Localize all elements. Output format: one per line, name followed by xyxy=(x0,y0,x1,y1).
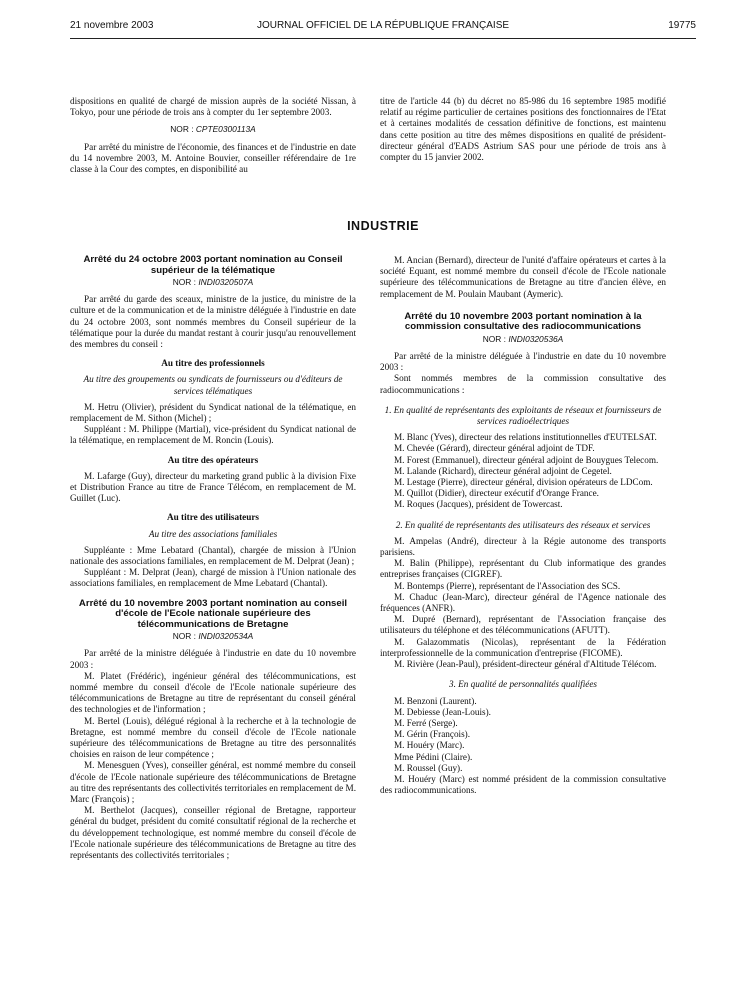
paragraph: M. Platet (Frédéric), ingénieur général des télécommunications, est nommé membre du conseil d'école de l'Ecole nationale supérieure des télécommunications de Bretagne au titre de représentant du conseil général des technologies et de l'information ; xyxy=(70,670,356,715)
nor-label: NOR : xyxy=(482,333,506,344)
paragraph: Par arrêté du ministre de l'économie, des finances et de l'industrie en date du 14 novembre 2003, M. Antoine Bouvier, conseiller référendaire de 1re classe à la Cour des comptes, en disponibilité au xyxy=(70,141,356,175)
member-entry: M. Rivière (Jean-Paul), président-directeur général d'Altitude Télécom. xyxy=(394,659,657,670)
member-list-qualified xyxy=(380,696,666,797)
member-entry: Mme Pédini (Claire). xyxy=(394,751,473,762)
member-entry: M. Benzoni (Laurent). xyxy=(394,695,477,706)
member-entry: M. Chaduc (Jean-Marc), directeur général de l'Agence nationale des fréquences (ANFR). xyxy=(380,591,666,614)
paragraph: Suppléant : M. Delprat (Jean), chargé de mission à l'Union nationale des associations familiales, en remplacement de Mme Lebatard (Chantal). xyxy=(70,567,356,589)
paragraph: titre de l'article 44 (b) du décret no 85-986 du 16 septembre 1985 modifié relatif au régime particulier de certaines positions des fonctionnaires de l'Etat et à certaines modalités de cessation définitive de fonctions, est maintenu dans cette position au titre des mêmes dispositions en qualité de président-directeur général d'EADS Astrium SAS pour une période de trois ans à compter du 15 janvier 2002. xyxy=(380,96,666,163)
member-entry: M. Houéry (Marc) est nommé président de la commission consultative des radiocommunications. xyxy=(380,773,666,796)
decree-title: Arrêté du 10 novembre 2003 portant nomination à la commission consultative des radiocommunications xyxy=(404,310,642,333)
paragraph: Par arrêté de la ministre déléguée à l'industrie en date du 10 novembre 2003 : xyxy=(380,351,666,373)
paragraph: Sont nommés membres de la commission consultative des radiocommunications : xyxy=(380,373,666,395)
member-entry: M. Ampelas (André), directeur à la Régie autonome des transports parisiens. xyxy=(380,535,666,558)
section-title: INDUSTRIE xyxy=(347,219,419,233)
nor-code: INDI0320507A xyxy=(198,277,254,287)
group-heading: 3. En qualité de personnalités qualifiées xyxy=(448,679,597,690)
nor-label: NOR : xyxy=(170,124,194,135)
header-journal-title: JOURNAL OFFICIEL DE LA RÉPUBLIQUE FRANÇAISE xyxy=(256,20,510,31)
decree-title: Arrêté du 10 novembre 2003 portant nomination au conseil d'école de l'Ecole nationale supérieure des télécommunications de Bretagne xyxy=(78,597,348,630)
member-list-users xyxy=(380,536,666,670)
member-entry: M. Houéry (Marc). xyxy=(394,740,465,751)
paragraph: M. Berthelot (Jacques), conseiller régional de Bretagne, rapporteur général du budget, président du comité consultatif régional de la recherche et du développement technologique, est nommé membre du conseil d'école de l'Ecole nationale supérieure des télécommunications de Bretagne au titre des représentants des collectivités territoriales ; xyxy=(70,805,356,861)
member-list-operators xyxy=(380,432,666,510)
header-rule xyxy=(70,38,696,39)
paragraph: Suppléant : M. Philippe (Martial), vice-président du Syndicat national de la télématique, en remplacement de M. Roncin (Louis). xyxy=(70,424,356,446)
subsection-subheading: Au titre des associations familiales xyxy=(148,528,278,539)
member-entry: M. Quillot (Didier), directeur exécutif d'Orange France. xyxy=(394,488,599,499)
nor-code: INDI0320536A xyxy=(508,333,564,344)
member-entry: M. Ferré (Serge). xyxy=(394,717,458,728)
header-page-number: 19775 xyxy=(668,20,696,31)
member-entry: M. Balin (Philippe), représentant du Club informatique des grandes entreprises françaises (CIGREF). xyxy=(380,558,666,580)
member-entry: M. Galazommatis (Nicolas), représentant de la Fédération interprofessionnelle de la communication d'entreprise (FICOME). xyxy=(380,636,666,658)
paragraph: M. Hetru (Olivier), président du Syndicat national de la télématique, en remplacement de M. Sithon (Michel) ; xyxy=(70,401,356,424)
member-entry: M. Debiesse (Jean-Louis). xyxy=(394,706,491,717)
member-entry: M. Forest (Emmanuel), directeur général adjoint de Bouygues Telecom. xyxy=(394,454,659,465)
nor-reference xyxy=(70,124,356,135)
member-entry: M. Dupré (Bernard), représentant de l'Association française des utilisateurs du téléphone et des télécommunications (AFUTT). xyxy=(380,614,666,636)
member-entry: M. Lestage (Pierre), directeur général, division opérateurs de LDCom. xyxy=(394,477,653,488)
subsection-heading: Au titre des opérateurs xyxy=(167,454,259,465)
top-right-column xyxy=(380,96,666,163)
subsection-heading: Au titre des professionnels xyxy=(161,358,265,369)
nor-reference xyxy=(70,277,356,288)
subsection-heading: Au titre des utilisateurs xyxy=(167,512,259,523)
paragraph: M. Bertel (Louis), délégué régional à la recherche et à la technologie de Bretagne, est nommé membre du conseil d'école de l'Ecole nationale supérieure des télécommunications de Bretagne au titre des personnalités choisies en raison de leur compétence ; xyxy=(70,715,356,760)
left-column xyxy=(70,255,356,861)
member-entry: M. Blanc (Yves), directeur des relations institutionnelles d'EUTELSAT. xyxy=(394,432,657,443)
paragraph: dispositions en qualité de chargé de mission auprès de la société Nissan, à Tokyo, pour une période de trois ans à compter du 1er septembre 2003. xyxy=(70,96,356,118)
paragraph: M. Ancian (Bernard), directeur de l'unité d'affaire opérateurs et cartes à la société Equant, est nommé membre du conseil d'école de l'Ecole nationale supérieure des télécommunications de Bretagne au titre d'ancien élève, en remplacement de M. Poulain Maubant (Aymeric). xyxy=(380,255,666,299)
paragraph: Suppléante : Mme Lebatard (Chantal), chargée de mission à l'Union nationale des associations familiales, en remplacement de M. Delprat (Jean) ; xyxy=(70,544,356,567)
nor-reference xyxy=(70,631,356,642)
member-entry: M. Roques (Jacques), président de Towercast. xyxy=(394,499,563,510)
decree-title: Arrêté du 24 octobre 2003 portant nomination au Conseil supérieur de la télématique xyxy=(83,254,343,276)
header-date: 21 novembre 2003 xyxy=(70,20,154,31)
paragraph: M. Lafarge (Guy), directeur du marketing grand public à la division Fixe et Distribution France au titre de France Télécom, en remplacement de M. Guillet (Luc). xyxy=(70,470,356,504)
paragraph: Par arrêté de la ministre déléguée à l'industrie en date du 10 novembre 2003 : xyxy=(70,648,356,670)
group-heading: 2. En qualité de représentants des utilisateurs des réseaux et services xyxy=(395,519,651,530)
member-entry: M. Bontemps (Pierre), représentant de l'Association des SCS. xyxy=(394,580,621,591)
paragraph: M. Menesguen (Yves), conseiller général, est nommé membre du conseil d'école de l'Ecole nationale supérieure des télécommunications de Bretagne au titre des représentants des collectivités territoriales en remplacement de M. Marc (François) ; xyxy=(70,760,356,805)
nor-label: NOR : xyxy=(172,631,196,642)
member-entry: M. Roussel (Guy). xyxy=(394,762,463,773)
nor-reference xyxy=(380,334,666,345)
group-heading: 1. En qualité de représentants des exploitants de réseaux et fournisseurs de services radioélectriques xyxy=(384,404,662,427)
nor-code: CPTE0300113A xyxy=(195,124,256,135)
subsection-subheading: Au titre des groupements ou syndicats de fournisseurs ou d'éditeurs de services télématiques xyxy=(83,374,343,396)
member-entry: M. Lalande (Richard), directeur général adjoint de Cegetel. xyxy=(394,465,612,476)
nor-label: NOR : xyxy=(172,277,196,287)
member-entry: M. Gérin (François). xyxy=(394,729,471,740)
top-left-column xyxy=(70,96,356,175)
member-entry: M. Chevée (Gérard), directeur général adjoint de TDF. xyxy=(394,443,595,454)
nor-code: INDI0320534A xyxy=(198,631,254,642)
paragraph: Par arrêté du garde des sceaux, ministre de la justice, du ministre de la culture et de la communication et de la ministre déléguée à l'industrie en date du 24 octobre 2003, sont nommés membres du Conseil supérieur de la télématique pour la durée du mandat restant à courir jusqu'au renouvellement des membres du conseil : xyxy=(70,294,356,350)
right-column xyxy=(380,255,666,796)
